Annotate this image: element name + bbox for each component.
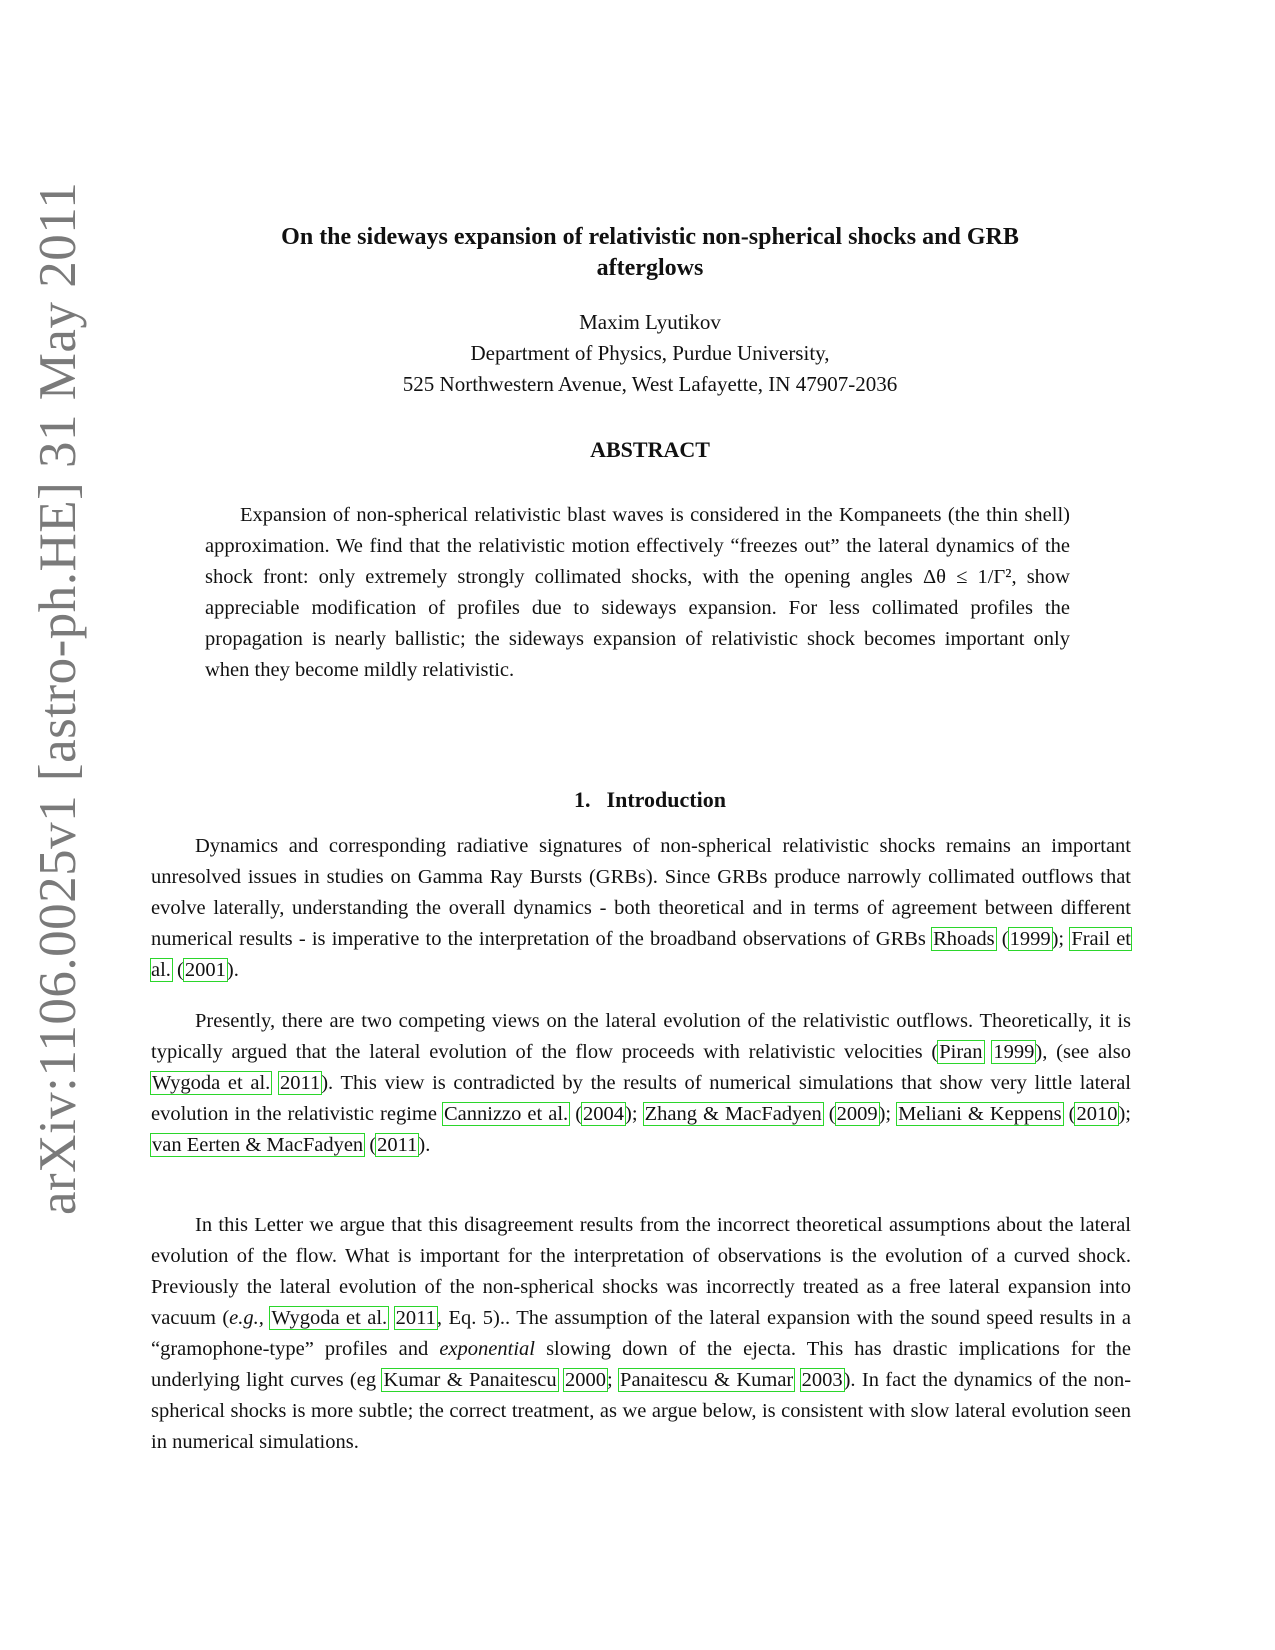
paper-title — [150, 222, 1150, 284]
paragraph-text: ; — [607, 1369, 620, 1391]
paragraph-text: ); — [1118, 1103, 1131, 1125]
paragraph-text: ( — [822, 1103, 836, 1125]
abstract-text-part-2: , show appreciable modification of profiles due to sideways expansion. For less collimated profiles the propagation is nearly ballistic; the sideways expansion of relativistic shock becomes important only when they become mildly relativistic. — [205, 566, 1070, 681]
citation-link[interactable]: Rhoads — [933, 928, 995, 950]
paragraph-text: ). In fact the dynamics of the non-spherical shocks is more subtle; the correct treatment, as we argue below, is consistent with slow lateral evolution seen in numerical simulations. — [151, 1369, 1132, 1453]
abstract-text-part-1: Expansion of non-spherical relativistic blast waves is considered in the Kompaneets (the thin shell) approximation. We find that the relativistic motion effectively “freezes out” the lateral dynamics of the shock front: only extremely strongly collimated shocks, with the opening angles — [205, 504, 1070, 588]
paragraph-text: ( — [171, 959, 184, 981]
author-name: Maxim Lyutikov — [579, 310, 721, 334]
emphasis-text: e.g., — [229, 1307, 264, 1329]
citation-link[interactable]: Panaitescu & Kumar — [620, 1369, 794, 1391]
citation-year-link[interactable]: 1999 — [993, 1041, 1035, 1063]
emphasis-text: exponential — [439, 1338, 535, 1360]
section-number: 1. — [574, 787, 591, 812]
paragraph-text: , Eq. 5).. The assumption of the lateral expansion with the sound speed results in a “gramophone-type” profiles and — [151, 1307, 1131, 1360]
title-line-1: On the sideways expansion of relativistic non-spherical shocks and GRB — [281, 224, 1019, 250]
affiliation-line-1: Department of Physics, Purdue University, — [470, 341, 830, 365]
author-block — [150, 307, 1150, 400]
citation-year-link[interactable]: 2010 — [1076, 1103, 1118, 1125]
paragraph-text: ( — [364, 1134, 377, 1156]
citation-year-link[interactable]: 2004 — [583, 1103, 625, 1125]
citation-year-link[interactable]: 2001 — [184, 959, 226, 981]
paragraph-text: ). — [226, 959, 239, 981]
citation-link[interactable]: Wygoda et al. — [271, 1307, 388, 1329]
paragraph-text: ( — [569, 1103, 583, 1125]
citation-year-link[interactable]: 2000 — [565, 1369, 606, 1391]
paragraph-text: slowing down of the ejecta. This has drastic implications for the underlying light curves (eg — [151, 1338, 1131, 1391]
citation-link[interactable]: Kumar & Panaitescu — [383, 1369, 557, 1391]
citation-year-link[interactable]: 2011 — [395, 1307, 436, 1329]
section-heading — [150, 787, 1150, 813]
abstract-heading: ABSTRACT — [590, 437, 710, 462]
paragraph-text: ); — [625, 1103, 644, 1125]
abstract-text — [205, 500, 1070, 686]
citation-link[interactable]: Cannizzo et al. — [443, 1103, 569, 1125]
citation-link[interactable]: Meliani & Keppens — [898, 1103, 1062, 1125]
citation-year-link[interactable]: 1999 — [1009, 928, 1051, 950]
paragraph-text: Dynamics and corresponding radiative signatures of non-spherical relativistic shocks remains an important unresolved issues in studies on Gamma Ray Bursts (GRBs). Since GRBs produce narrowly collimated outflows that evolve laterally, understanding the overall dynamics - both theoretical and in terms of agreement between different numerical results - is imperative to the interpretation of the broadband observations of GRBs — [151, 835, 1131, 950]
citation-year-link[interactable]: 2011 — [377, 1134, 418, 1156]
paragraph-1 — [151, 831, 1131, 986]
affiliation-line-2: 525 Northwestern Avenue, West Lafayette, IN 47907-2036 — [402, 372, 898, 396]
title-line-2: afterglows — [596, 255, 704, 281]
citation-year-link[interactable]: 2011 — [279, 1072, 321, 1094]
paragraph-3 — [151, 1210, 1131, 1458]
paragraph-text: In this Letter we argue that this disagreement results from the incorrect theoretical assumptions about the lateral evolution of the flow. What is important for the interpretation of observations is the evolution of a curved shock. Previously the lateral evolution of the non-spherical shocks was incorrectly treated as a free lateral expansion into vacuum ( — [151, 1214, 1131, 1329]
arxiv-identifier[interactable]: arXiv:1106.0025v1 [astro-ph.HE] 31 May 2011 — [29, 181, 87, 1215]
section-title: Introduction — [606, 787, 726, 812]
paragraph-text: ). — [418, 1134, 431, 1156]
paragraph-text: ( — [1062, 1103, 1076, 1125]
citation-link[interactable]: Wygoda et al. — [152, 1072, 271, 1094]
paragraph-text: ), (see also — [1035, 1041, 1132, 1063]
paragraph-text: ( — [995, 928, 1009, 950]
citation-link[interactable]: Piran — [939, 1041, 983, 1063]
paragraph-text: Presently, there are two competing views on the lateral evolution of the relativistic outflows. Theoretically, it is typically argued that the lateral evolution of the flow proceeds with relativistic velocities ( — [151, 1010, 1131, 1063]
paragraph-text: ); — [878, 1103, 898, 1125]
paragraph-text: ); — [1051, 928, 1071, 950]
citation-year-link[interactable]: 2003 — [801, 1369, 843, 1391]
paragraph-text: ). This view is contradicted by the results of numerical simulations that show very little lateral evolution in the relativistic regime — [151, 1072, 1131, 1125]
citation-link[interactable]: van Eerten & MacFadyen — [152, 1134, 364, 1156]
abstract-formula: Δθ ≤ 1/Γ² — [922, 566, 1012, 588]
paragraph-2 — [151, 1006, 1131, 1161]
citation-link[interactable]: Frail et al. — [151, 928, 1132, 981]
citation-year-link[interactable]: 2009 — [836, 1103, 878, 1125]
citation-link[interactable]: Zhang & MacFadyen — [644, 1103, 822, 1125]
